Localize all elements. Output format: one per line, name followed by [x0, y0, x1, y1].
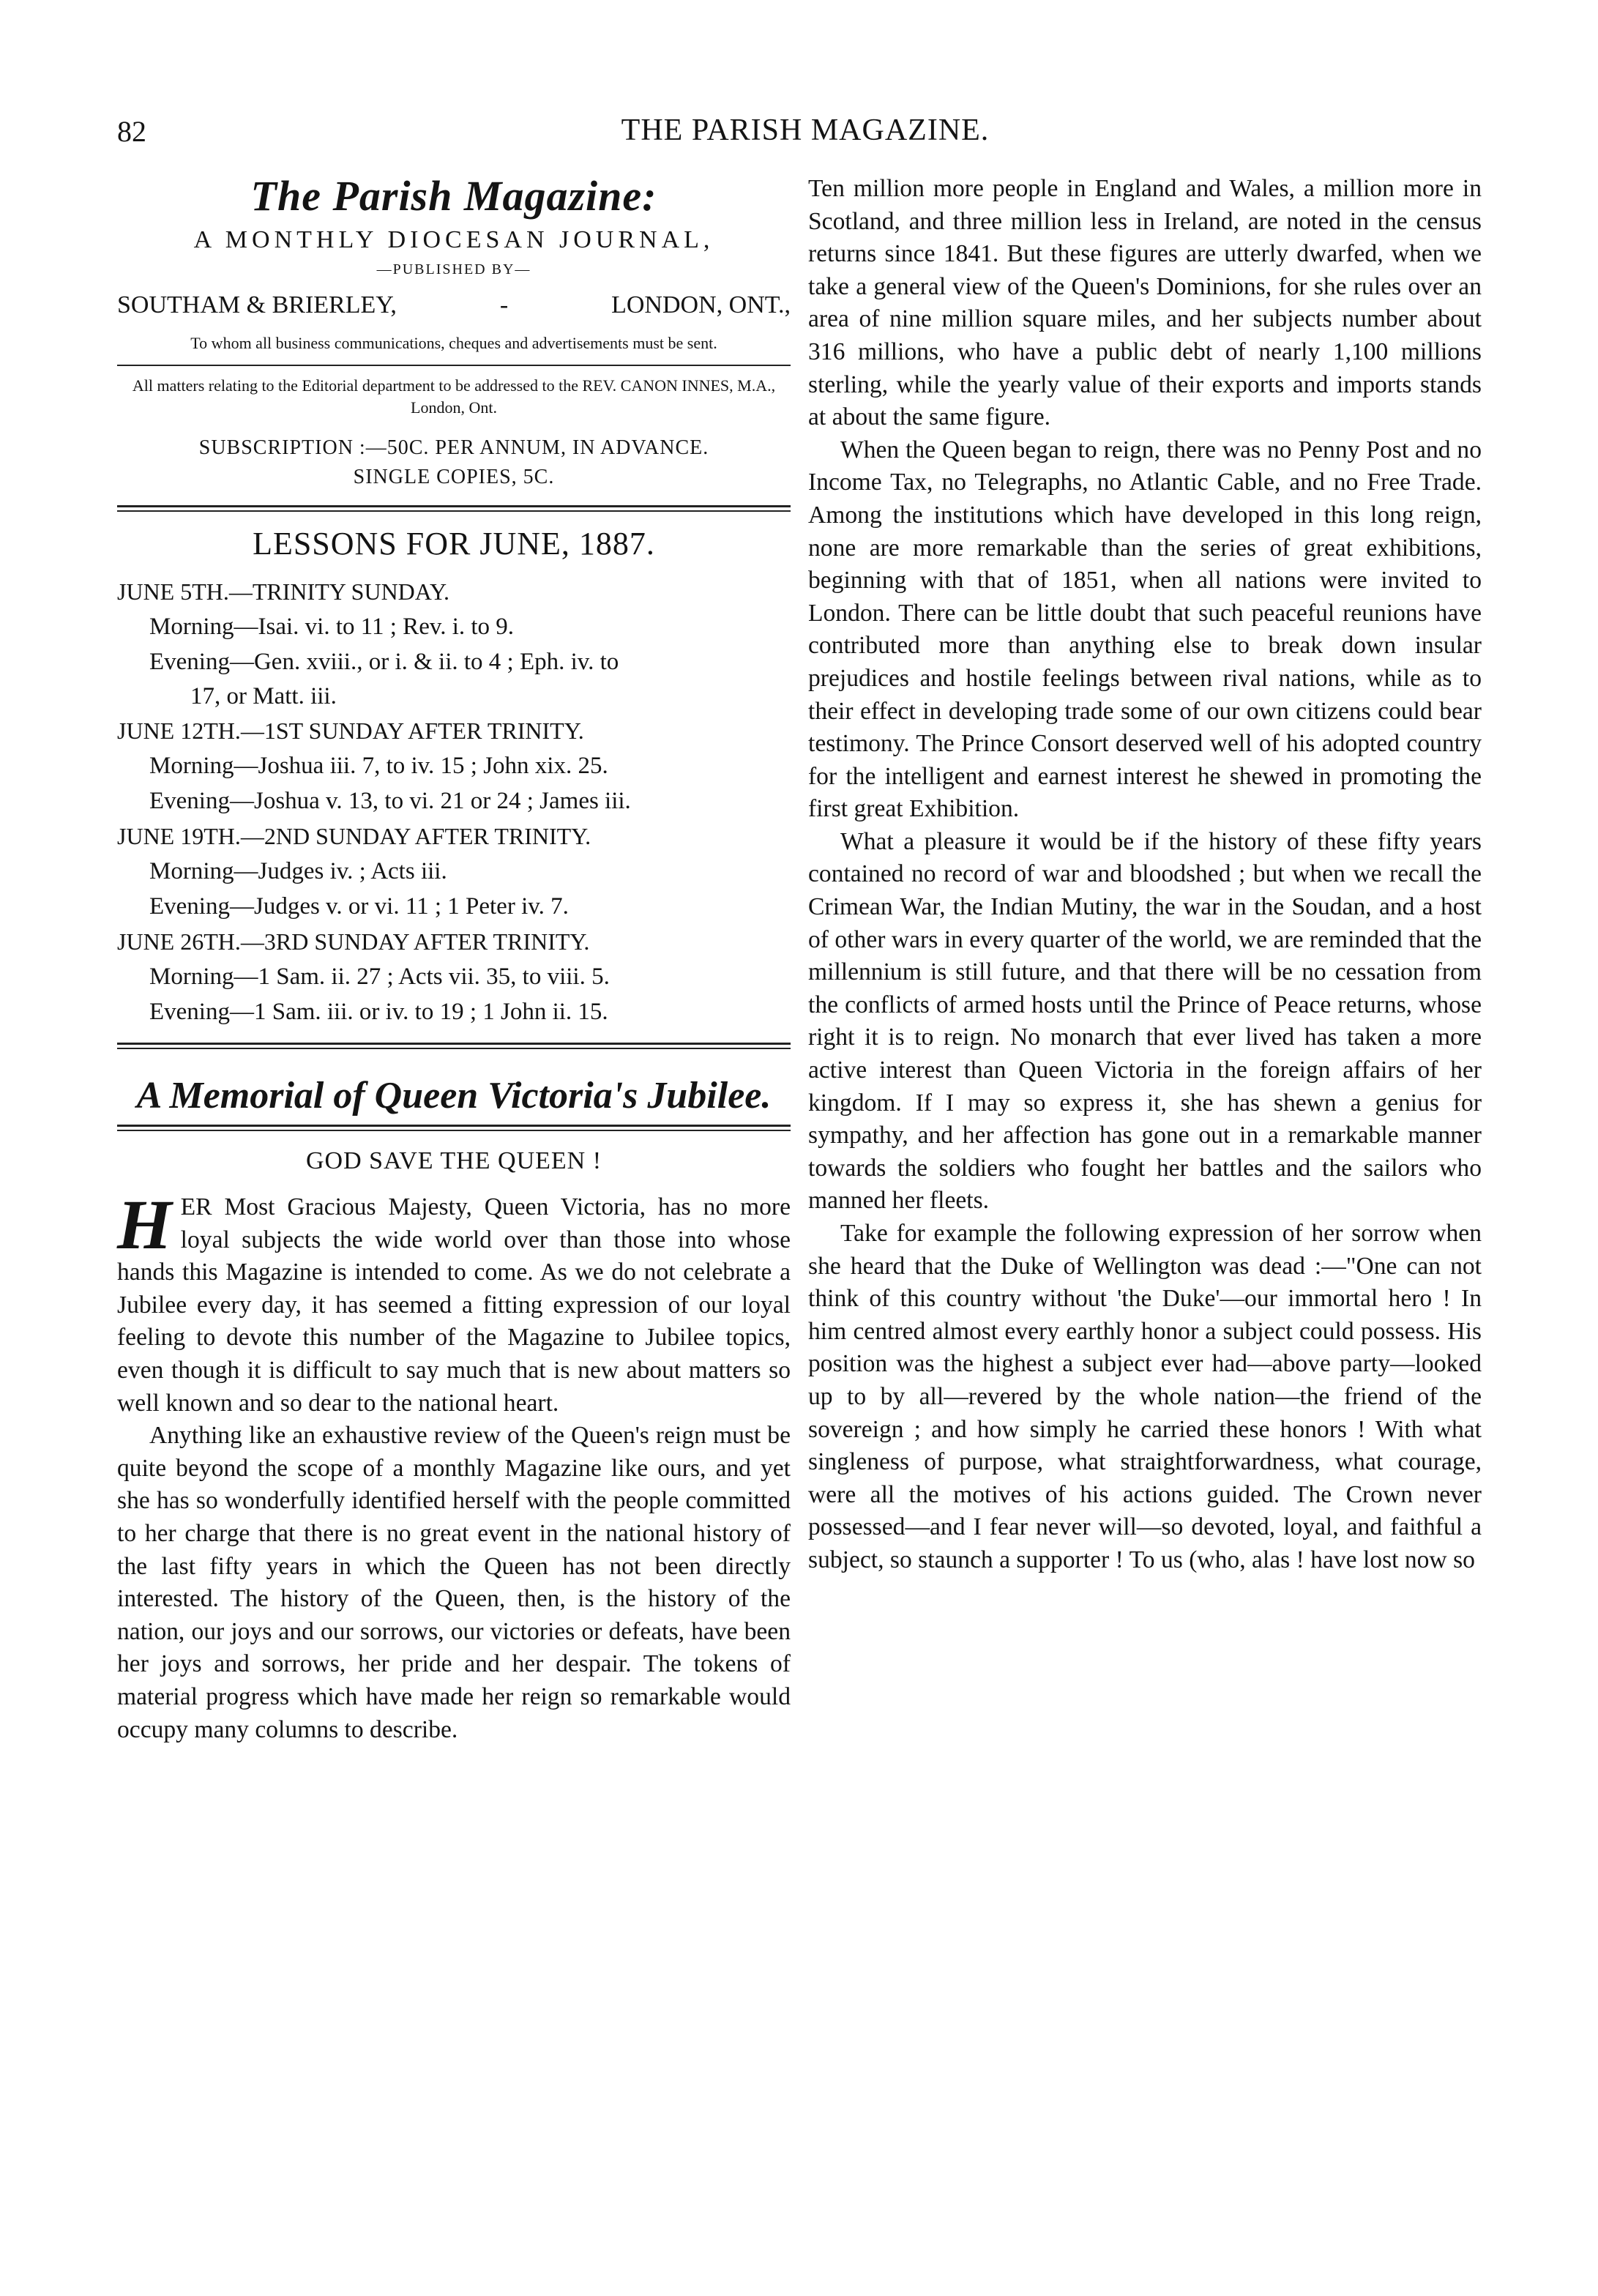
subscription-line-2: SINGLE COPIES, 5C. — [353, 466, 555, 488]
lesson-day: JUNE 12TH.—1ST SUNDAY AFTER TRINITY. — [117, 718, 584, 744]
masthead-title: The Parish Magazine: — [250, 172, 657, 220]
running-header — [117, 110, 1493, 161]
article-subtitle: GOD SAVE THE QUEEN ! — [305, 1147, 602, 1174]
lessons-title: LESSONS FOR JUNE, 1887. — [253, 526, 655, 562]
masthead-published-by: —PUBLISHED BY— — [376, 261, 531, 277]
masthead-subscription — [117, 433, 791, 492]
masthead-double-rule — [117, 505, 791, 512]
left-column — [117, 167, 791, 1746]
lesson-line: Morning—Joshua iii. 7, to iv. 15 ; John xix. 25. — [149, 753, 608, 779]
running-title: THE PARISH MAGAZINE. — [621, 113, 990, 147]
lesson-entry — [117, 924, 791, 1029]
masthead-editorial-note: All matters relating to the Editorial department to be addressed to the REV. CANON INNES, M.A., London, Ont. — [132, 376, 776, 417]
right-column — [808, 173, 1482, 1577]
article-paragraph — [117, 1185, 791, 1420]
article-paragraph: What a pleasure it would be if the history of these fifty years contained no record of war and bloodshed ; but when we recall the Crimean War, the Indian Mutiny, the war in the Soudan, and a host of other wars in every quarter of the world, we are reminded that the millennium is still future, and that there will be no cessation from the conflicts of armed hosts until the Prince of Peace returns, whose right it is to reign. No monarch that ever lived has taken a more active interest than Queen Victoria in the foreign affairs of her kingdom. If I may so express it, she has shewn a genius for sympathy, and her affection has gone out in a remarkable manner towards the soldiers who fought her battles and the sailors who manned her fleets. — [808, 827, 1482, 1215]
lesson-entry — [117, 574, 791, 713]
lesson-line-continued: 17, or Matt. iii. — [190, 683, 337, 709]
masthead-publisher-row — [117, 291, 791, 319]
lesson-entry — [117, 819, 791, 924]
article-top-rule — [117, 1043, 791, 1049]
lesson-line: Evening—Joshua v. 13, to vi. 21 or 24 ; James iii. — [149, 788, 631, 814]
lesson-line: Morning—Judges iv. ; Acts iii. — [149, 858, 447, 884]
article-paragraph: Anything like an exhaustive review of the Queen's reign must be quite beyond the scope of a monthly Magazine like ours, and yet she has so wonderfully identified herself with the people committed to her charge that there is no great event in the national history of the last fifty years in which the Queen has not been directly interested. The history of the Queen, then, is the history of the nation, our joys and our sorrows, our victories or defeats, have been her joys and sorrows, her pride and her despair. The tokens of material progress which have made her reign so remarkable would occupy many columns to describe. — [117, 1422, 791, 1743]
masthead-separator: - — [499, 291, 509, 318]
article-paragraph: Take for example the following expression of her sorrow when she heard that the Duke of Wellington was dead :—"One can not think of this country without 'the Duke'—our immortal hero ! In him centred almost every earthly honor a subject could possess. His position was the highest a subject ever had—above party—looked up to by all—revered by the whole nation—the friend of the sovereign ; and how simply he carried these honors ! With what singleness of purpose, what straightforwardness, what courage, were all the motives of his actions guided. The Crown never possessed—and I fear never will—so devoted, loyal, and faithful a subject, so staunch a supporter ! To us (who, alas ! have lost now so — [808, 1220, 1482, 1573]
lesson-line: Evening—1 Sam. iii. or iv. to 19 ; 1 John ii. 15. — [149, 999, 608, 1025]
masthead-rule — [117, 365, 791, 366]
drop-cap: H — [117, 1185, 172, 1264]
article-title: A Memorial of Queen Victoria's Jubilee. — [136, 1075, 772, 1117]
masthead-location: LONDON, ONT., — [611, 291, 791, 318]
page-number: 82 — [117, 115, 146, 148]
lesson-day: JUNE 5TH.—TRINITY SUNDAY. — [117, 578, 449, 605]
masthead-publisher: SOUTHAM & BRIERLEY, — [117, 291, 397, 318]
lesson-line: Morning—Isai. vi. to 11 ; Rev. i. to 9. — [149, 614, 515, 640]
paragraph-text: ER Most Gracious Majesty, Queen Victoria, has no more loyal subjects the wide world over than those into whose hands this Magazine is intended to come. As we do not celebrate a Jubilee every day, it has seemed a fitting expression of our loyal feeling to devote this number of the Magazine to Jubilee topics, even though it is difficult to say much that is new about matters so well known and so dear to the national heart. — [117, 1193, 791, 1417]
masthead-subtitle: A MONTHLY DIOCESAN JOURNAL, — [193, 226, 714, 253]
article-paragraph: When the Queen began to reign, there was no Penny Post and no Income Tax, no Telegraphs, no Atlantic Cable, and no Free Trade. Among the institutions which have developed in this long reign, none are more remarkable than the series of great exhibitions, beginning with that of 1851, when all nations were invited to London. There can be little doubt that such peaceful reunions have contributed more than anything else to break down insular prejudices and hostile feelings between rival nations, while as to their effect in developing trade some of our own citizens could bear testimony. The Prince Consort deserved well of his adopted country for the intelligent and earnest interest he shewed in promoting the first great Exhibition. — [808, 436, 1482, 823]
article-paragraph: Ten million more people in England and Wales, a million more in Scotland, and three million less in Ireland, are noted in the census returns since 1841. But these figures are utterly dwarfed, when we take a general view of the Queen's Dominions, for she rules over an area of nine million square miles, and her subjects number about 316 millions, who have a public debt of nearly 1,100 millions sterling, while the yearly value of their exports and imports stands at about the same figure. — [808, 175, 1482, 431]
lesson-entry — [117, 713, 791, 819]
masthead-business-note: To whom all business communications, cheques and advertisements must be sent. — [190, 334, 717, 352]
article-body-left — [117, 1185, 791, 1746]
article-title-rule — [117, 1125, 791, 1131]
subscription-line-1: SUBSCRIPTION :—50C. PER ANNUM, IN ADVANCE. — [198, 436, 709, 459]
lesson-line: Morning—1 Sam. ii. 27 ; Acts vii. 35, to viii. 5. — [149, 963, 610, 990]
lesson-day: JUNE 19TH.—2ND SUNDAY AFTER TRINITY. — [117, 823, 591, 849]
lesson-day: JUNE 26TH.—3RD SUNDAY AFTER TRINITY. — [117, 928, 590, 955]
lessons-list — [117, 574, 791, 1029]
lesson-line: Evening—Gen. xviii., or i. & ii. to 4 ; Eph. iv. to — [149, 649, 619, 675]
lesson-line: Evening—Judges v. or vi. 11 ; 1 Peter iv. 7. — [149, 893, 569, 920]
